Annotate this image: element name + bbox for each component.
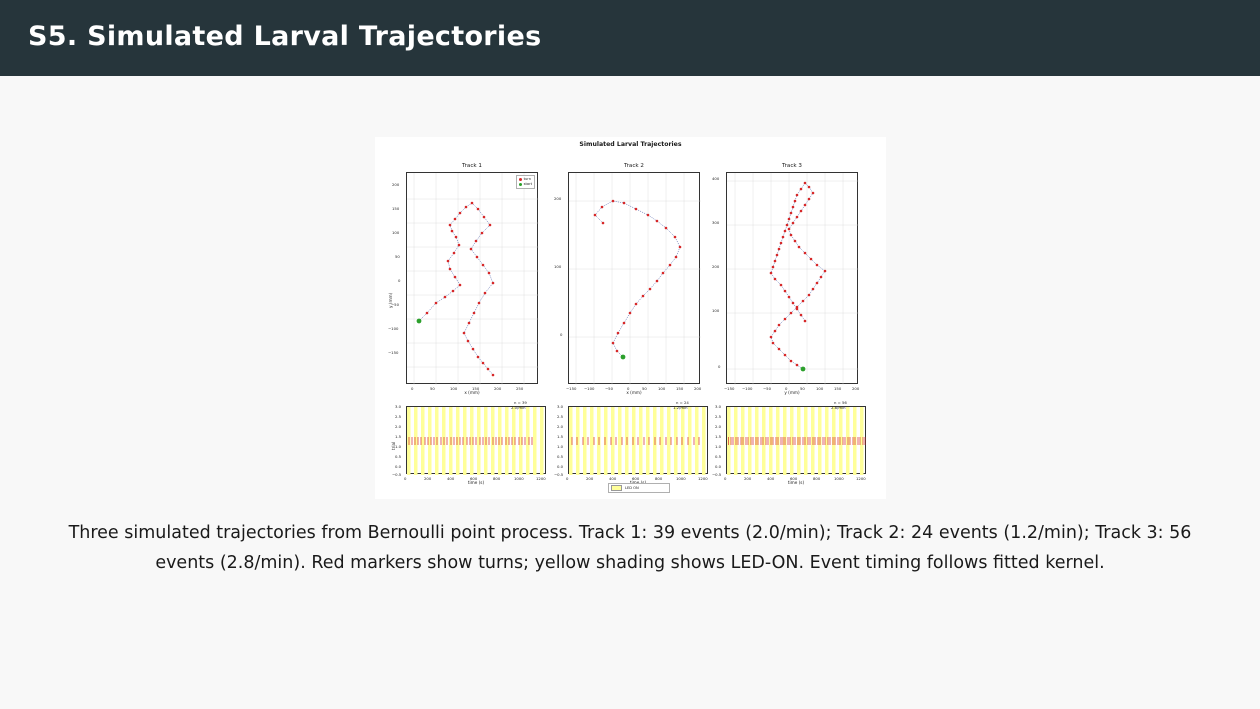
- xtick: 50: [800, 386, 805, 391]
- xlabel-track-3: y (mm): [784, 390, 800, 395]
- start-marker-track-3: [801, 367, 806, 372]
- xtick: 0: [724, 476, 727, 481]
- ytick: 200: [554, 196, 562, 201]
- legend-led-on: [608, 483, 670, 493]
- raster-3-annotation-rate: 2.8/min: [831, 405, 846, 410]
- ytick: 2.5: [715, 414, 722, 419]
- xtick: 150: [834, 386, 842, 391]
- panel-track-1: [406, 163, 538, 384]
- ytick: 0.5: [557, 454, 564, 459]
- xtick: 200: [586, 476, 594, 481]
- ytick: 2.5: [395, 414, 402, 419]
- xtick: 150: [472, 386, 480, 391]
- page-title: S5. Simulated Larval Trajectories: [28, 21, 542, 52]
- xtick: 250: [516, 386, 524, 391]
- xtick: −100: [584, 386, 595, 391]
- ytick: 100: [554, 264, 562, 269]
- ytick: 1.5: [557, 434, 564, 439]
- xtick: −100: [742, 386, 753, 391]
- raster-1-annotation-rate: 2.0/min: [511, 405, 526, 410]
- slide-title-bar: [0, 0, 1260, 76]
- xtick: 0: [404, 476, 407, 481]
- xlabel-track-2: x (mm): [626, 390, 642, 395]
- panel-title-track-3: Track 3: [782, 163, 802, 169]
- xtick: 1000: [834, 476, 844, 481]
- xtick: −150: [724, 386, 735, 391]
- raster-1-annotation-n: n = 39: [514, 400, 527, 405]
- xtick: 100: [450, 386, 458, 391]
- ytick: 200: [712, 264, 720, 269]
- raster-2-annotation-n: n = 24: [676, 400, 689, 405]
- xtick: 600: [470, 476, 478, 481]
- start-marker-track-2: [621, 355, 626, 360]
- xtick: 200: [694, 386, 702, 391]
- ytick: 0: [718, 364, 721, 369]
- xtick: 1200: [856, 476, 866, 481]
- ytick: −0.5: [392, 472, 402, 477]
- xtick: 1200: [698, 476, 708, 481]
- ytick: 3.0: [715, 404, 722, 409]
- panel-title-track-2: Track 2: [624, 163, 644, 169]
- ytick: 2.5: [557, 414, 564, 419]
- legend-label-turn: turn: [523, 177, 532, 181]
- legend-label-led-on: LED ON: [625, 486, 639, 490]
- raster-plot-1: [407, 407, 547, 475]
- figure-suptitle: Simulated Larval Trajectories: [579, 141, 682, 148]
- xtick: 0: [785, 386, 788, 391]
- ytick: 0.5: [395, 454, 402, 459]
- ytick: 100: [392, 230, 400, 235]
- xtick: 0: [411, 386, 414, 391]
- ytick: 1.0: [395, 444, 402, 449]
- ytick: 100: [712, 308, 720, 313]
- panel-raster-3: [726, 406, 866, 474]
- plot-track-3: [727, 173, 859, 385]
- ytick: 1.5: [715, 434, 722, 439]
- ytick: 0.0: [557, 464, 564, 469]
- xtick: 1000: [514, 476, 524, 481]
- turn-marker-icon: [519, 178, 522, 181]
- ytick: −50: [391, 302, 400, 307]
- ytick: 0.5: [715, 454, 722, 459]
- xtick: 600: [632, 476, 640, 481]
- ytick: 2.0: [715, 424, 722, 429]
- raster-3-annotation-n: n = 56: [834, 400, 847, 405]
- xtick: 200: [852, 386, 860, 391]
- legend-track-1: [516, 175, 535, 189]
- ytick: 200: [392, 182, 400, 187]
- ytick: 0: [560, 332, 563, 337]
- ytick: 1.0: [557, 444, 564, 449]
- xtick: 800: [813, 476, 821, 481]
- xtick: −50: [605, 386, 614, 391]
- ytick: 1.0: [715, 444, 722, 449]
- xtick: 200: [744, 476, 752, 481]
- xlabel-track-1: x (mm): [464, 390, 480, 395]
- ytick: 50: [395, 254, 400, 259]
- ylabel-track-1: y (mm): [388, 292, 393, 308]
- xtick: 800: [493, 476, 501, 481]
- xtick: 200: [494, 386, 502, 391]
- ylabel-raster-1: trial: [391, 441, 396, 450]
- panel-raster-2: [568, 406, 708, 474]
- xtick: −50: [763, 386, 772, 391]
- xtick: 150: [676, 386, 684, 391]
- plot-track-1: [407, 173, 539, 385]
- xtick: 50: [642, 386, 647, 391]
- ytick: 0.0: [715, 464, 722, 469]
- ytick: 1.5: [395, 434, 402, 439]
- xtick: 400: [447, 476, 455, 481]
- legend-label-start: start: [523, 182, 532, 186]
- ytick: −0.5: [712, 472, 722, 477]
- ytick: 0.0: [395, 464, 402, 469]
- ytick: 2.0: [557, 424, 564, 429]
- xtick: 800: [655, 476, 663, 481]
- xtick: 200: [424, 476, 432, 481]
- ytick: −150: [388, 350, 399, 355]
- panel-raster-1: [406, 406, 546, 474]
- xtick: 600: [790, 476, 798, 481]
- raster-2-annotation-rate: 1.2/min: [673, 405, 688, 410]
- legend-row-start: [519, 182, 532, 187]
- xtick: 0: [627, 386, 630, 391]
- ytick: 400: [712, 176, 720, 181]
- ytick: −100: [388, 326, 399, 331]
- xtick: 50: [430, 386, 435, 391]
- raster-plot-3: [727, 407, 867, 475]
- ytick: 300: [712, 220, 720, 225]
- plot-track-2: [569, 173, 701, 385]
- xtick: 100: [658, 386, 666, 391]
- ytick: 2.0: [395, 424, 402, 429]
- panel-track-2: [568, 163, 700, 384]
- xlabel-raster-3: time (s): [787, 480, 805, 485]
- xtick: 1000: [676, 476, 686, 481]
- figure-caption: Three simulated trajectories from Bernoulli point process. Track 1: 39 events (2.0/min); Track 2: 24 events (1.2/min); Track 3: 56 events (2.8/min). Red markers show turns; yellow shading shows LED-ON. Event timing follows fitted kernel.: [68, 523, 1192, 573]
- ytick: 0: [398, 278, 401, 283]
- ytick: −0.5: [554, 472, 564, 477]
- panel-track-3: [726, 163, 858, 384]
- xtick: 400: [767, 476, 775, 481]
- ytick: 3.0: [395, 404, 402, 409]
- figure-container: [376, 138, 885, 498]
- xtick: 100: [816, 386, 824, 391]
- start-marker-icon: [519, 183, 522, 186]
- ytick: 150: [392, 206, 400, 211]
- raster-plot-2: [569, 407, 709, 475]
- start-marker-track-1: [417, 319, 422, 324]
- xtick: 1200: [536, 476, 546, 481]
- xtick: 400: [609, 476, 617, 481]
- xtick: 0: [566, 476, 569, 481]
- ytick: 3.0: [557, 404, 564, 409]
- xtick: −150: [566, 386, 577, 391]
- xlabel-raster-1: time (s): [467, 480, 485, 485]
- led-on-swatch-icon: [611, 485, 622, 491]
- panel-title-track-1: Track 1: [462, 163, 482, 169]
